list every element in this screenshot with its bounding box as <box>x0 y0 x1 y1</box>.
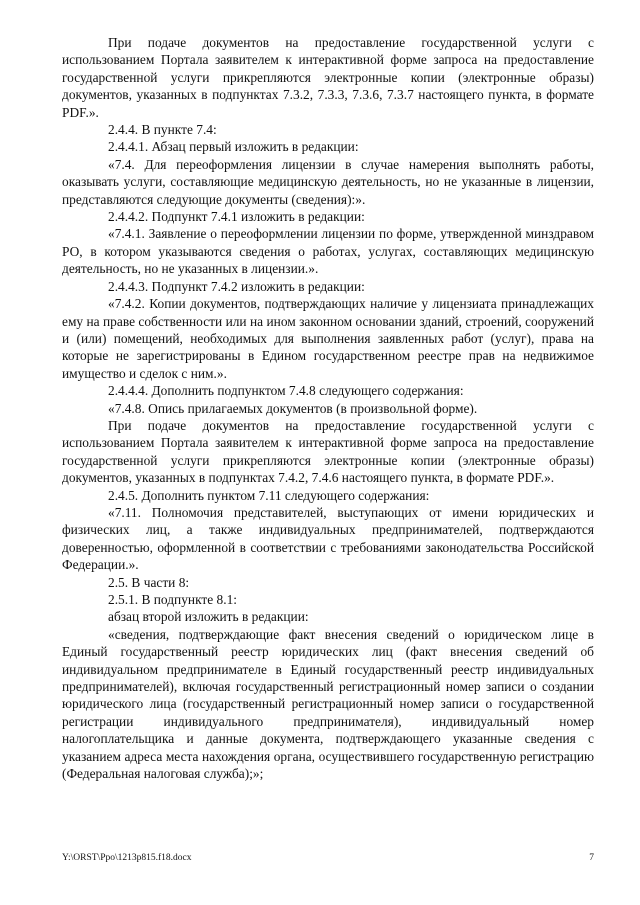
paragraph: 2.4.5. Дополнить пунктом 7.11 следующего содержания: <box>108 487 430 503</box>
paragraph: «7.11. Полномочия представителей, выступающих от имени юридических и физических лиц, а также индивидуальных предпринимателей, подтверждаются доверенностью, оформленной в соответствии с требованиями законодательства Российской Федерации.». <box>62 504 594 573</box>
page-footer <box>62 853 594 863</box>
paragraph: «сведения, подтверждающие факт внесения сведений о юридическом лице в Единый государственный реестр юридических лиц (факт внесения сведений об индивидуальном предпринимателе в Единый государственный реестр индивидуальных предпринимателей), включая государственный регистрационный номер записи о создании юридического лица (государственный регистрационный номер записи о государственной регистрации индивидуального предпринимателя), индивидуальный номер налогоплательщика и данные документа, подтверждающего указанные сведения с указанием адреса места нахождения органа, осуществившего государственную регистрацию (Федеральная налоговая служба);»; <box>62 626 594 782</box>
paragraph: «7.4.8. Опись прилагаемых документов (в произвольной форме). <box>108 400 478 416</box>
paragraph: 2.4.4.1. Абзац первый изложить в редакции: <box>108 139 359 155</box>
paragraph: «7.4.1. Заявление о переоформлении лицензии по форме, утвержденной минздравом РО, в котором указываются сведения о работах, услугах, составляющих медицинскую деятельность, но не указанных в лицензии.». <box>62 226 594 277</box>
paragraph: «7.4. Для переоформления лицензии в случае намерения выполнять работы, оказывать услуги, составляющие медицинскую деятельность, но не указанные в лицензии, представляются следующие документы (сведения):». <box>62 156 594 207</box>
paragraph: 2.4.4.3. Подпункт 7.4.2 изложить в редакции: <box>108 278 365 294</box>
paragraph: 2.5.1. В подпункте 8.1: <box>108 592 238 607</box>
document-body <box>62 34 594 782</box>
paragraph: 2.4.4.2. Подпункт 7.4.1 изложить в редакции: <box>108 209 365 225</box>
page-number: 7 <box>589 853 594 863</box>
paragraph: 2.4.4.4. Дополнить подпунктом 7.4.8 следующего содержания: <box>108 383 464 399</box>
paragraph: 2.5. В части 8: <box>108 574 190 590</box>
paragraph: абзац второй изложить в редакции: <box>108 609 309 625</box>
paragraph: 2.4.4. В пункте 7.4: <box>108 122 217 138</box>
paragraph: «7.4.2. Копии документов, подтверждающих наличие у лицензиата принадлежащих ему на праве собственности или на ином законном основании зданий, строений, сооружений и (или) помещений, необходимых для выполнения заявленных работ (услуг), права на которые не зарегистрированы в Едином государственном реестре прав на недвижимое имущество и сделок с ним.». <box>62 296 594 381</box>
file-path: Y:\ORST\Ppo\1213p815.f18.docx <box>62 853 192 863</box>
paragraph: При подаче документов на предоставление государственной услуги с использованием Портала заявителем к интерактивной форме запроса на предоставление государственной услуги прикрепляются электронные копии (электронные образы) документов, указанных в подпунктах 7.3.2, 7.3.3, 7.3.6, 7.3.7 настоящего пункта, в формате PDF.». <box>62 35 594 120</box>
paragraph: При подаче документов на предоставление государственной услуги с использованием Портала заявителем к интерактивной форме запроса на предоставление государственной услуги прикрепляются электронные копии (электронные образы) документов, указанных в подпунктах 7.4.2, 7.4.6 настоящего пункта, в формате PDF.». <box>62 417 594 486</box>
